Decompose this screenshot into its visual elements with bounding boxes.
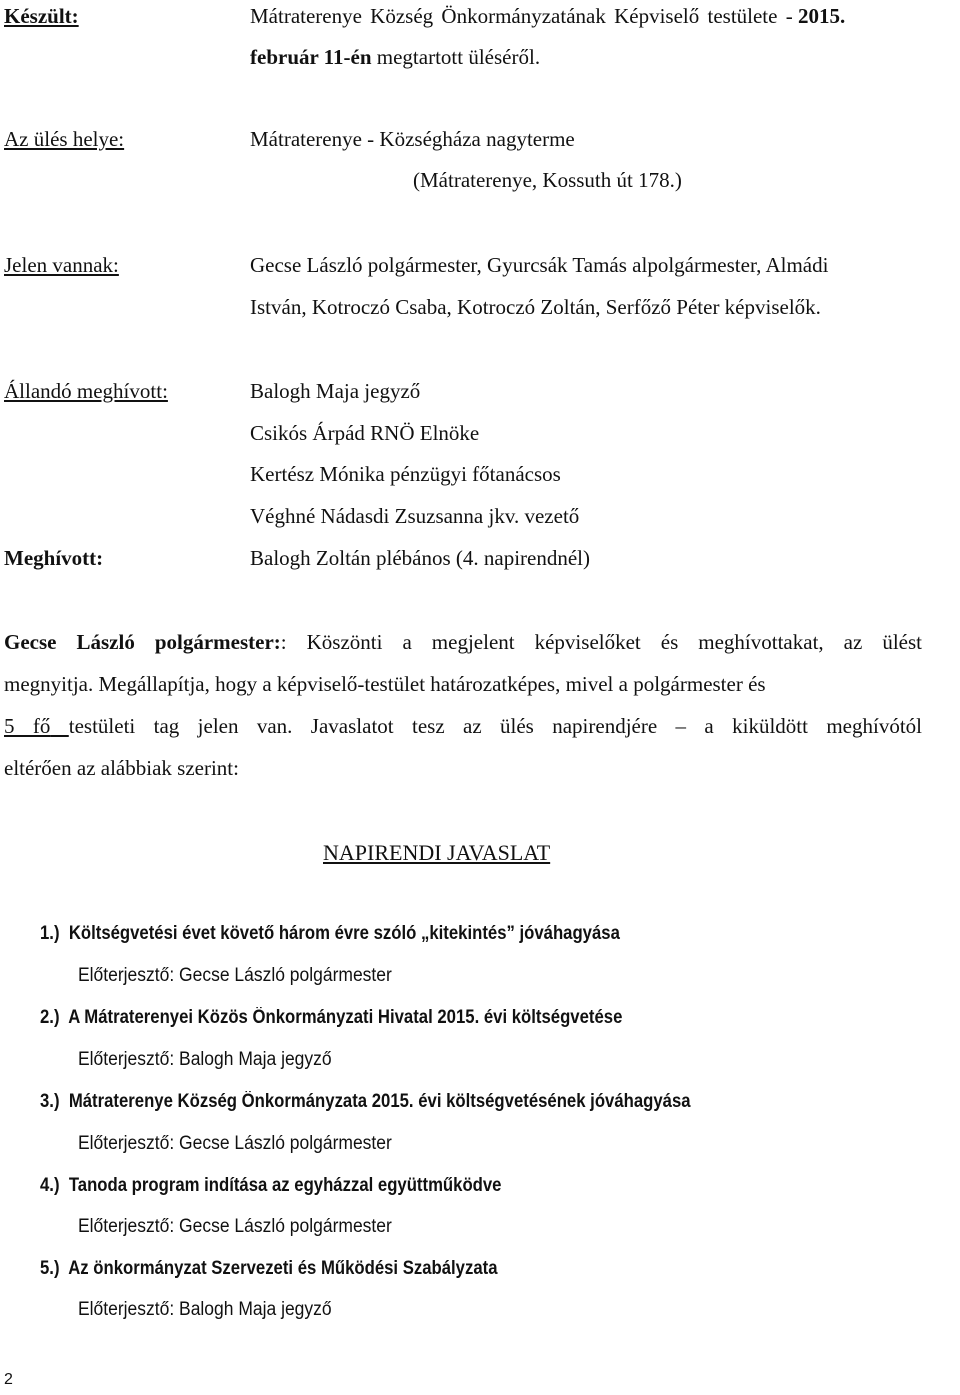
agenda-item-title bbox=[40, 1091, 691, 1113]
agenda-item-text: Mátraterenye Község Önkormányzata 2015. évi költségvetésének jóváhagyása bbox=[68, 1091, 691, 1112]
agenda-item-number: 2.) bbox=[40, 1007, 60, 1028]
intro-line3 bbox=[4, 714, 922, 739]
agenda-title: NAPIRENDI JAVASLAT bbox=[323, 840, 551, 865]
intro-text-3: testületi tag jelen van. Javaslatot tesz az ülés napirendjére – a kiküldött meghívótól bbox=[68, 714, 922, 738]
helye-label: Az ülés helye: bbox=[4, 127, 125, 151]
helye-line2: (Mátraterenye, Kossuth út 178.) bbox=[413, 168, 682, 192]
agenda-item-title bbox=[40, 1175, 501, 1197]
agenda-item-title bbox=[40, 1007, 622, 1029]
agenda-item-text: Költségvetési évet követő három évre szóló „kitekintés” jóváhagyása bbox=[68, 923, 620, 944]
member-count: 5 fő bbox=[4, 714, 51, 738]
intro-line4: eltérően az alábbiak szerint: bbox=[4, 756, 239, 780]
agenda-item-number: 4.) bbox=[40, 1175, 60, 1196]
allando-item: Balogh Maja jegyző bbox=[250, 379, 421, 403]
allando-label: Állandó meghívott: bbox=[4, 379, 168, 403]
keszult-date: február 11-én bbox=[250, 45, 372, 69]
meghivott-label: Meghívott: bbox=[4, 546, 104, 570]
allando-item: Kertész Mónika pénzügyi főtanácsos bbox=[250, 462, 561, 486]
keszult-label: Készült: bbox=[4, 4, 79, 28]
intro-line2: megnyitja. Megállapítja, hogy a képviselő-testület határozatképes, mivel a polgármester és bbox=[4, 672, 766, 696]
keszult-line1 bbox=[250, 4, 955, 29]
agenda-item-text: Az önkormányzat Szervezeti és Működési Szabályzata bbox=[68, 1258, 498, 1279]
agenda-item-presenter: Előterjesztő: Gecse László polgármester bbox=[78, 965, 392, 986]
intro-line1 bbox=[4, 630, 922, 655]
helye-line1: Mátraterenye - Községháza nagyterme bbox=[250, 127, 575, 151]
jelen-line1: Gecse László polgármester, Gyurcsák Tamás alpolgármester, Almádi bbox=[250, 253, 829, 277]
keszult-line2 bbox=[250, 45, 540, 70]
speaker-name: Gecse László polgármester: bbox=[4, 630, 281, 654]
agenda-item-presenter: Előterjesztő: Balogh Maja jegyző bbox=[78, 1049, 332, 1070]
agenda-item-title bbox=[40, 1258, 498, 1280]
agenda-item-number: 1.) bbox=[40, 923, 60, 944]
page-number: 2 bbox=[4, 1371, 13, 1388]
agenda-item-presenter: Előterjesztő: Gecse László polgármester bbox=[78, 1216, 392, 1237]
agenda-item-text: Tanoda program indítása az egyházzal együttműködve bbox=[68, 1175, 502, 1196]
agenda-item-number: 3.) bbox=[40, 1091, 60, 1112]
meghivott-value: Balogh Zoltán plébános (4. napirendnél) bbox=[250, 546, 590, 570]
keszult-year: 2015. bbox=[797, 4, 846, 28]
keszult-suffix: megtartott üléséről. bbox=[376, 45, 541, 69]
agenda-item-number: 5.) bbox=[40, 1258, 60, 1279]
allando-item: Csikós Árpád RNÖ Elnöke bbox=[250, 421, 480, 445]
jelen-line2: István, Kotroczó Csaba, Kotroczó Zoltán, Serfőző Péter képviselők. bbox=[250, 295, 821, 319]
agenda-item-presenter: Előterjesztő: Gecse László polgármester bbox=[78, 1133, 392, 1154]
intro-text-1: : Köszönti a megjelent képviselőket és meghívottakat, az ülést bbox=[280, 630, 922, 654]
jelen-label: Jelen vannak: bbox=[4, 253, 119, 277]
agenda-item-presenter: Előterjesztő: Balogh Maja jegyző bbox=[78, 1299, 332, 1320]
allando-item: Véghné Nádasdi Zsuzsanna jkv. vezető bbox=[250, 504, 580, 528]
keszult-text: Mátraterenye Község Önkormányzatának Képviselő testülete - bbox=[250, 4, 793, 28]
agenda-item-text: A Mátraterenyei Közös Önkormányzati Hivatal 2015. évi költségvetése bbox=[68, 1007, 623, 1028]
agenda-item-title bbox=[40, 923, 620, 945]
